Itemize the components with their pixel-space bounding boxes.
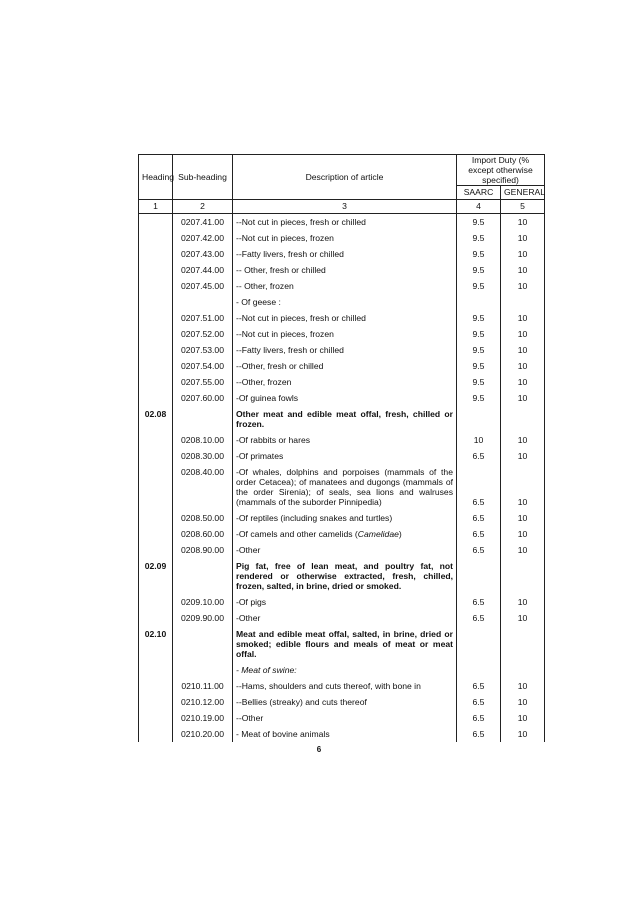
- subheading-cell: 0208.10.00: [173, 432, 233, 448]
- general-cell: 10: [501, 342, 545, 358]
- heading-cell: [139, 662, 173, 678]
- table-row: [139, 542, 545, 558]
- heading-cell: [139, 694, 173, 710]
- table-row: [139, 594, 545, 610]
- saarc-cell: 9.5: [457, 230, 501, 246]
- subheading-cell: 0207.44.00: [173, 262, 233, 278]
- table-row: [139, 230, 545, 246]
- saarc-cell: 9.5: [457, 390, 501, 406]
- heading-cell: [139, 678, 173, 694]
- heading-cell: [139, 326, 173, 342]
- header-heading: Heading: [139, 155, 173, 200]
- description-cell: Meat and edible meat offal, salted, in brine, dried or smoked; edible flours and meals of meat or meat offal.: [233, 626, 457, 662]
- general-cell: 10: [501, 594, 545, 610]
- subheading-cell: 0207.43.00: [173, 246, 233, 262]
- heading-cell: 02.08: [139, 406, 173, 432]
- saarc-cell: [457, 406, 501, 432]
- general-cell: 10: [501, 390, 545, 406]
- subheading-cell: 0210.11.00: [173, 678, 233, 694]
- general-cell: 10: [501, 214, 545, 231]
- description-cell: --Not cut in pieces, frozen: [233, 230, 457, 246]
- subheading-cell: 0208.40.00: [173, 464, 233, 510]
- table-row: [139, 432, 545, 448]
- subheading-cell: 0208.50.00: [173, 510, 233, 526]
- heading-cell: [139, 230, 173, 246]
- general-cell: [501, 558, 545, 594]
- table-row: [139, 342, 545, 358]
- heading-cell: [139, 726, 173, 742]
- heading-cell: 02.09: [139, 558, 173, 594]
- heading-cell: [139, 310, 173, 326]
- heading-cell: [139, 448, 173, 464]
- table-row: [139, 262, 545, 278]
- saarc-cell: 6.5: [457, 710, 501, 726]
- header-general: GENERAL: [501, 186, 545, 200]
- subheading-cell: 0207.51.00: [173, 310, 233, 326]
- table-row: [139, 710, 545, 726]
- saarc-cell: 9.5: [457, 278, 501, 294]
- table-row: [139, 694, 545, 710]
- saarc-cell: 6.5: [457, 464, 501, 510]
- table-row: [139, 214, 545, 231]
- description-cell: -Of guinea fowls: [233, 390, 457, 406]
- general-cell: 10: [501, 448, 545, 464]
- description-cell: - Meat of swine:: [233, 662, 457, 678]
- header-import-duty: Import Duty (% except otherwise specified): [457, 155, 545, 186]
- general-cell: 10: [501, 726, 545, 742]
- subheading-cell: 0209.90.00: [173, 610, 233, 626]
- saarc-cell: [457, 558, 501, 594]
- saarc-cell: 9.5: [457, 214, 501, 231]
- subheading-cell: 0207.54.00: [173, 358, 233, 374]
- column-number: 2: [173, 200, 233, 214]
- table-row: [139, 678, 545, 694]
- description-cell: Other meat and edible meat offal, fresh, chilled or frozen.: [233, 406, 457, 432]
- general-cell: [501, 294, 545, 310]
- table-row: [139, 626, 545, 662]
- subheading-cell: [173, 406, 233, 432]
- general-cell: 10: [501, 678, 545, 694]
- description-cell: -- Other, frozen: [233, 278, 457, 294]
- description-cell: --Not cut in pieces, fresh or chilled: [233, 214, 457, 231]
- saarc-cell: 6.5: [457, 510, 501, 526]
- saarc-cell: [457, 662, 501, 678]
- saarc-cell: 10: [457, 432, 501, 448]
- description-text: -Of camels and other camelids (: [236, 529, 358, 539]
- description-cell: -- Other, fresh or chilled: [233, 262, 457, 278]
- subheading-cell: 0207.41.00: [173, 214, 233, 231]
- heading-cell: [139, 542, 173, 558]
- saarc-cell: 9.5: [457, 358, 501, 374]
- general-cell: 10: [501, 542, 545, 558]
- heading-cell: 02.10: [139, 626, 173, 662]
- saarc-cell: 9.5: [457, 342, 501, 358]
- table-row: [139, 558, 545, 594]
- general-cell: [501, 662, 545, 678]
- table-row: [139, 726, 545, 742]
- general-cell: [501, 626, 545, 662]
- description-text: ): [398, 529, 402, 539]
- subheading-cell: [173, 294, 233, 310]
- description-cell: [233, 526, 457, 542]
- heading-cell: [139, 610, 173, 626]
- table-row: [139, 374, 545, 390]
- heading-cell: [139, 594, 173, 610]
- table-row: [139, 662, 545, 678]
- saarc-cell: 9.5: [457, 374, 501, 390]
- heading-cell: [139, 390, 173, 406]
- saarc-cell: 9.5: [457, 310, 501, 326]
- description-cell: --Other, fresh or chilled: [233, 358, 457, 374]
- column-number: 1: [139, 200, 173, 214]
- subheading-cell: 0207.60.00: [173, 390, 233, 406]
- table-row: [139, 390, 545, 406]
- general-cell: 10: [501, 358, 545, 374]
- column-number: 4: [457, 200, 501, 214]
- heading-cell: [139, 464, 173, 510]
- saarc-cell: 6.5: [457, 594, 501, 610]
- subheading-cell: 0207.53.00: [173, 342, 233, 358]
- subheading-cell: 0210.19.00: [173, 710, 233, 726]
- subheading-cell: [173, 662, 233, 678]
- table-row: [139, 326, 545, 342]
- description-cell: -Of reptiles (including snakes and turtles): [233, 510, 457, 526]
- description-cell: -Of rabbits or hares: [233, 432, 457, 448]
- general-cell: 10: [501, 278, 545, 294]
- column-number: 3: [233, 200, 457, 214]
- subheading-cell: 0210.12.00: [173, 694, 233, 710]
- table-row: [139, 246, 545, 262]
- general-cell: 10: [501, 374, 545, 390]
- table-row: [139, 294, 545, 310]
- page-number: 6: [316, 745, 322, 754]
- saarc-cell: 6.5: [457, 694, 501, 710]
- general-cell: 10: [501, 246, 545, 262]
- description-cell: -Other: [233, 542, 457, 558]
- header-saarc: SAARC: [457, 186, 501, 200]
- table-row: [139, 526, 545, 542]
- general-cell: 10: [501, 464, 545, 510]
- general-cell: [501, 406, 545, 432]
- heading-cell: [139, 214, 173, 231]
- general-cell: 10: [501, 610, 545, 626]
- header-subheading: Sub-heading: [173, 155, 233, 200]
- scientific-name: Camelidae: [357, 529, 399, 539]
- heading-cell: [139, 432, 173, 448]
- general-cell: 10: [501, 526, 545, 542]
- heading-cell: [139, 246, 173, 262]
- general-cell: 10: [501, 432, 545, 448]
- general-cell: 10: [501, 694, 545, 710]
- saarc-cell: 6.5: [457, 448, 501, 464]
- table-row: [139, 510, 545, 526]
- description-cell: --Fatty livers, fresh or chilled: [233, 246, 457, 262]
- description-cell: -Of pigs: [233, 594, 457, 610]
- general-cell: 10: [501, 230, 545, 246]
- subheading-cell: 0209.10.00: [173, 594, 233, 610]
- saarc-cell: 9.5: [457, 262, 501, 278]
- general-cell: 10: [501, 710, 545, 726]
- tariff-table: [138, 154, 545, 742]
- general-cell: 10: [501, 510, 545, 526]
- subheading-cell: [173, 626, 233, 662]
- general-cell: 10: [501, 310, 545, 326]
- heading-cell: [139, 358, 173, 374]
- heading-cell: [139, 262, 173, 278]
- saarc-cell: 9.5: [457, 246, 501, 262]
- description-cell: --Fatty livers, fresh or chilled: [233, 342, 457, 358]
- table-row: [139, 464, 545, 510]
- header-description: Description of article: [233, 155, 457, 200]
- subheading-cell: [173, 558, 233, 594]
- subheading-cell: 0208.60.00: [173, 526, 233, 542]
- subheading-cell: 0208.90.00: [173, 542, 233, 558]
- description-cell: --Not cut in pieces, fresh or chilled: [233, 310, 457, 326]
- description-cell: -Other: [233, 610, 457, 626]
- table-row: [139, 448, 545, 464]
- description-cell: Pig fat, free of lean meat, and poultry fat, not rendered or otherwise extracted, fresh, chilled, frozen, salted, in brine, dried or smoked.: [233, 558, 457, 594]
- saarc-cell: [457, 626, 501, 662]
- subheading-cell: 0208.30.00: [173, 448, 233, 464]
- subheading-cell: 0207.52.00: [173, 326, 233, 342]
- saarc-cell: 6.5: [457, 610, 501, 626]
- heading-cell: [139, 294, 173, 310]
- description-cell: --Bellies (streaky) and cuts thereof: [233, 694, 457, 710]
- saarc-cell: 6.5: [457, 526, 501, 542]
- heading-cell: [139, 510, 173, 526]
- subheading-cell: 0207.42.00: [173, 230, 233, 246]
- description-cell: --Other, frozen: [233, 374, 457, 390]
- description-cell: - Meat of bovine animals: [233, 726, 457, 742]
- heading-cell: [139, 278, 173, 294]
- table-row: [139, 278, 545, 294]
- description-cell: -Of whales, dolphins and porpoises (mammals of the order Cetacea); of manatees and dugongs (mammals of the order Sirenia); of seals, sea lions and walruses (mammals of the suborder Pinnipedia): [233, 464, 457, 510]
- table-row: [139, 358, 545, 374]
- subheading-cell: 0207.55.00: [173, 374, 233, 390]
- saarc-cell: 6.5: [457, 726, 501, 742]
- description-cell: -Of primates: [233, 448, 457, 464]
- description-cell: - Of geese :: [233, 294, 457, 310]
- table-row: [139, 406, 545, 432]
- saarc-cell: [457, 294, 501, 310]
- description-cell: --Hams, shoulders and cuts thereof, with bone in: [233, 678, 457, 694]
- table-body: [139, 214, 545, 743]
- table-row: [139, 310, 545, 326]
- heading-cell: [139, 342, 173, 358]
- saarc-cell: 9.5: [457, 326, 501, 342]
- subheading-cell: 0210.20.00: [173, 726, 233, 742]
- table-row: [139, 610, 545, 626]
- subheading-cell: 0207.45.00: [173, 278, 233, 294]
- heading-cell: [139, 374, 173, 390]
- heading-cell: [139, 710, 173, 726]
- description-cell: --Not cut in pieces, frozen: [233, 326, 457, 342]
- column-number: 5: [501, 200, 545, 214]
- description-cell: --Other: [233, 710, 457, 726]
- saarc-cell: 6.5: [457, 678, 501, 694]
- general-cell: 10: [501, 326, 545, 342]
- heading-cell: [139, 526, 173, 542]
- saarc-cell: 6.5: [457, 542, 501, 558]
- general-cell: 10: [501, 262, 545, 278]
